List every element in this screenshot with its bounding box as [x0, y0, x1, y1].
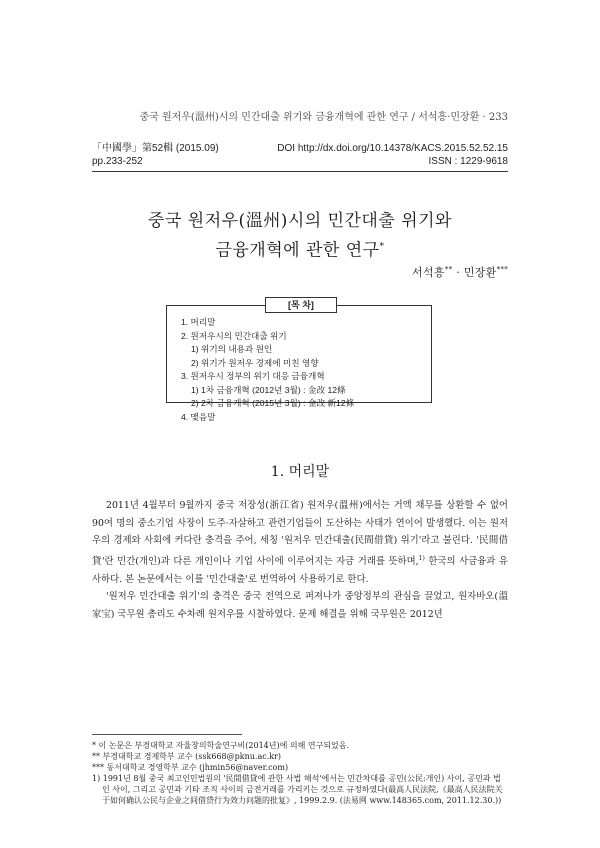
footnote: * 이 논문은 부경대학교 자율창의학술연구비(2014년)에 의해 연구되었음.: [92, 741, 350, 750]
toc-item: 2. 원저우시의 민간대출 위기: [181, 330, 287, 341]
body-text: [92, 497, 508, 623]
footnote-ref[interactable]: 1): [418, 554, 425, 562]
toc-item: 1. 머리말: [181, 317, 216, 327]
doi-meta: [277, 142, 508, 168]
title-footnote-mark: *: [379, 242, 385, 252]
footnote: ** 부경대학교 경제학부 교수 (ssk668@pknu.ac.kr): [92, 752, 282, 761]
page-range: pp.233-252: [92, 156, 143, 167]
title-line-2-text: 금융개혁에 관한 연구: [215, 240, 380, 261]
toc-item: 1) 1차 금융개혁 (2012년 3월) : 金改 12條: [191, 384, 346, 395]
section-title: 1. 머리말: [270, 464, 330, 480]
toc-item: 4. 맺음말: [181, 411, 216, 422]
journal-meta: [92, 142, 219, 168]
toc-item: 1) 위기의 내용과 원인: [191, 344, 273, 354]
author-1-mark: **: [444, 265, 453, 274]
toc-item: 2) 위기가 원저우 경제에 미친 영향: [191, 357, 319, 368]
authors: [412, 264, 508, 280]
paragraph: [92, 497, 508, 588]
doi[interactable]: DOI http://dx.doi.org/10.14378/KACS.2015.52.52.15: [277, 143, 508, 154]
title-line-1: 중국 원저우(溫州)시의 민간대출 위기와: [148, 211, 452, 231]
issn: ISSN : 1229-9618: [428, 156, 508, 167]
paragraph-text: 한국의 사금융과 유사하다. 본 논문에서는 이를 '민간대출'로 번역하여 사용하기로 한다.: [92, 555, 508, 585]
toc-item: 2) 2차 금융개혁 (2015년 3월) : 金改 新12條: [191, 398, 355, 408]
author-separator: ·: [452, 266, 464, 279]
title-line-2: [92, 234, 508, 264]
footnote: *** 동서대학교 경영학부 교수 (jhmin56@naver.com): [92, 763, 289, 772]
paragraph: '원저우 민간대출 위기'의 충격은 중국 전역으로 퍼져나가 중앙정부의 관심을 끌었고, 원자바오(溫家宝) 국무원 총리도 수차례 원저우를 시찰하였다. 문제 해결을 위해 국무원은 2012년: [92, 591, 508, 620]
author-2: 민장환: [463, 266, 497, 279]
journal-volume: 「中國學」第52輯 (2015.09): [92, 143, 219, 154]
author-2-mark: ***: [496, 265, 508, 274]
toc-heading: [목 차]: [265, 297, 337, 313]
table-of-contents: [166, 305, 432, 422]
footnotes: [92, 740, 508, 806]
footnote: 1) 1991년 8월 중국 최고인민법원의 '民間借貸에 관한 사법 해석'에서는 민간차대를 공민(公民:개인) 사이, 공민과 법인 사이, 그리고 공민과 기타 조직 사이의 금전거래를 가리키는 것으로 규정하였다(最高人民法院,《最高人民法院关于如何确认公民与企业之间借贷行为效力问题的批复》, 1999.2.9. (法易网 www.148365.com, 2011.12.30.)): [92, 774, 503, 805]
running-head: 중국 원저우(溫州)시의 민간대출 위기와 금융개혁에 관한 연구 / 서석흥·민장환 · 233: [139, 112, 508, 123]
author-1: 서석흥: [412, 266, 445, 279]
paper-title: [92, 208, 508, 264]
footnote-rule: [92, 734, 242, 735]
toc-item: 3. 원저우시 정부의 위기 대응 금융개혁: [181, 371, 325, 381]
paragraph-text: 2011년 4월부터 9월까지 중국 저장성(浙江省) 원저우(溫州)에서는 거액 채무를 상환할 수 없어 90여 명의 중소기업 사장이 도주·자살하고 관련기업들이 도산하는 사태가 연이어 발생했다. 이는 원저우의 경제와 사회에 커다란 충격을 주어, 세칭 '원저우 민간대출(民間借貸) 위기'라고 불린다. '民間借貸'란 민간(개인)과 다른 개인이나 기업 사이에 이루어지는 자금 거래를 뜻하며,: [92, 500, 508, 567]
header-rule: [92, 171, 508, 172]
